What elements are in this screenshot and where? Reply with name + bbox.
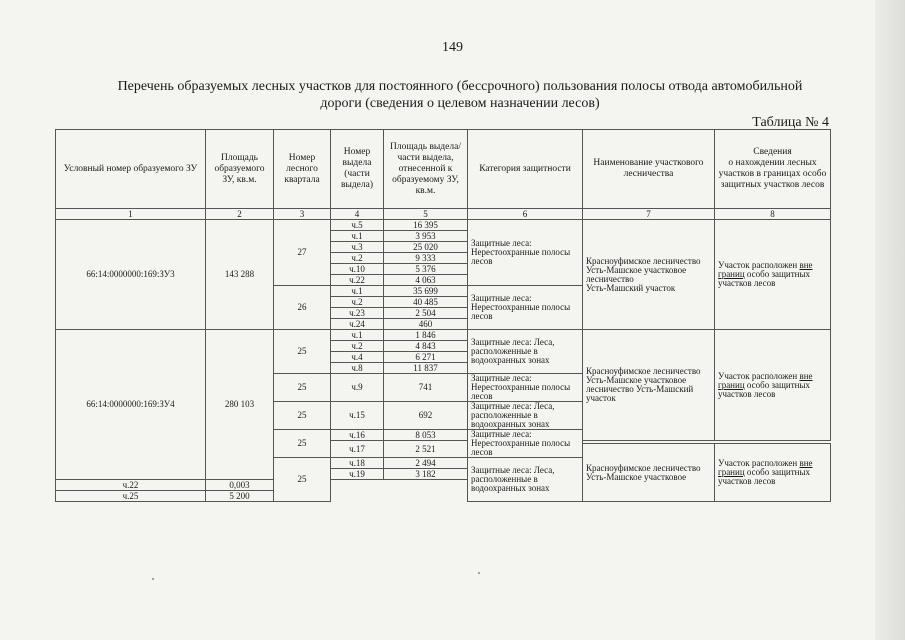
- zu4-category-d: Защитные леса: Нерестоохранные полосы лесов: [468, 430, 583, 458]
- zu4-quarter-b: 25: [274, 374, 331, 402]
- document-title: [70, 78, 850, 112]
- vydel-area: 2 504: [384, 308, 468, 319]
- header-oopt-line2: о нахождении лесных участков в границах особо защитных участков лесов: [718, 158, 827, 190]
- zu4-area: 280 103: [206, 330, 274, 480]
- header-vydel: Номер выдела (части выдела): [331, 130, 384, 209]
- vydel-area: 25 020: [384, 242, 468, 253]
- header-row: [56, 130, 831, 209]
- vydel-area: 1 846: [384, 330, 468, 341]
- col-number: 1: [56, 209, 206, 220]
- zu3-forestry-line1: Красноуфимское лесничество: [586, 255, 701, 266]
- zu3-id: 66:14:0000000:169:ЗУ3: [56, 220, 206, 330]
- zu4-oopt-post: особо защитных участков лесов: [718, 379, 811, 399]
- zu3-quarter-26: 26: [274, 286, 331, 330]
- header-quarter: Номер лесного квартала: [274, 130, 331, 209]
- zu4-forestry-e-line1: Красноуфимское лесничество: [586, 462, 701, 473]
- zu4-forestry: Красноуфимское лесничество Усть-Машское участковое лесничество Усть-Машский участок: [583, 330, 715, 441]
- vydel-number: ч.25: [56, 491, 206, 502]
- vydel-area: 2 521: [384, 441, 468, 458]
- zu4-forestry-e: [583, 444, 715, 502]
- header-zu-area: Площадь образуемого ЗУ, кв.м.: [206, 130, 274, 209]
- vydel-area: 2 494: [384, 458, 468, 469]
- header-vydel-area: Площадь выдела/части выдела, отнесенной к образуемому ЗУ, кв.м.: [384, 130, 468, 209]
- zu4-quarter-e: 25: [274, 458, 331, 502]
- scan-speck: [478, 572, 480, 574]
- zu4-oopt-e: [715, 444, 831, 502]
- vydel-area: 9 333: [384, 253, 468, 264]
- zu3-category-27: Защитные леса: Нерестоохранные полосы лесов: [468, 220, 583, 286]
- vydel-number: ч.16: [331, 430, 384, 441]
- vydel-number: ч.5: [331, 220, 384, 231]
- header-forestry: Наименование участкового лесничества: [583, 130, 715, 209]
- col-number: 6: [468, 209, 583, 220]
- vydel-area: 3 953: [384, 231, 468, 242]
- zu4-category-b: Защитные леса: Нерестоохранные полосы лесов: [468, 374, 583, 402]
- header-oopt: [715, 130, 831, 209]
- vydel-area: 40 485: [384, 297, 468, 308]
- zu4-quarter-d: 25: [274, 430, 331, 458]
- vydel-number: ч.17: [331, 441, 384, 458]
- vydel-number: ч.22: [56, 480, 206, 491]
- zu4-quarter-c: 25: [274, 402, 331, 430]
- vydel-number: ч.23: [331, 308, 384, 319]
- vydel-area: 35 699: [384, 286, 468, 297]
- forest-plots-table: [55, 129, 831, 502]
- vydel-number: ч.2: [331, 297, 384, 308]
- header-oopt-line1: Сведения: [753, 147, 792, 157]
- page-number: 149: [442, 40, 463, 55]
- zu4-forestry-e-line2: Усть-Машское участковое: [586, 471, 687, 482]
- vydel-area: 460: [384, 319, 468, 330]
- zu4-oopt: [715, 330, 831, 441]
- vydel-number: ч.3: [331, 242, 384, 253]
- col-number: 5: [384, 209, 468, 220]
- col-number: 4: [331, 209, 384, 220]
- zu4-id: 66:14:0000000:169:ЗУ4: [56, 330, 206, 480]
- title-line-1: Перечень образуемых лесных участков для постоянного (бессрочного) пользования полосы отвода автомобильной: [117, 79, 803, 94]
- vydel-area: 4 843: [384, 341, 468, 352]
- zu3-oopt: [715, 220, 831, 330]
- zu4-category-e: Защитные леса: Леса, расположенные в водоохранных зонах: [468, 458, 583, 502]
- title-line-2: дороги (сведения о целевом назначении лесов): [320, 96, 600, 111]
- zu3-forestry-line2: Усть-Машское участковое лесничество: [586, 264, 687, 284]
- vydel-number: ч.1: [331, 286, 384, 297]
- table-label: Таблица № 4: [752, 115, 829, 130]
- column-number-row: [56, 209, 831, 220]
- vydel-number: ч.4: [331, 352, 384, 363]
- vydel-number: ч.15: [331, 402, 384, 430]
- table-row: [56, 220, 831, 231]
- vydel-number: ч.2: [331, 341, 384, 352]
- zu3-oopt-post: особо защитных участков лесов: [718, 269, 811, 288]
- zu3-category-26: Защитные леса: Нерестоохранные полосы лесов: [468, 286, 583, 330]
- vydel-number: ч.19: [331, 469, 384, 480]
- vydel-area: 692: [384, 402, 468, 430]
- vydel-number: ч.2: [331, 253, 384, 264]
- vydel-area: 5 200: [206, 491, 274, 502]
- header-zu-number: Условный номер образуемого ЗУ: [56, 130, 206, 209]
- vydel-number: ч.24: [331, 319, 384, 330]
- zu3-quarter-27: 27: [274, 220, 331, 286]
- vydel-area: 0,003: [206, 480, 274, 491]
- zu4-oopt-underlined: вне границ: [718, 370, 813, 390]
- zu4-oopt-e-underlined: вне границ: [718, 458, 813, 477]
- page-edge-shadow: [875, 0, 905, 640]
- vydel-number: ч.22: [331, 275, 384, 286]
- table-row: [56, 330, 831, 341]
- col-number: 2: [206, 209, 274, 220]
- zu4-oopt-e-pre: Участок расположен: [718, 458, 798, 468]
- vydel-area: 11 837: [384, 363, 468, 374]
- zu3-oopt-underlined: вне границ: [718, 260, 813, 279]
- vydel-area: 4 063: [384, 275, 468, 286]
- vydel-number: ч.10: [331, 264, 384, 275]
- zu4-category-a: Защитные леса: Леса, расположенные в водоохранных зонах: [468, 330, 583, 374]
- vydel-number: ч.9: [331, 374, 384, 402]
- col-number: 7: [583, 209, 715, 220]
- vydel-number: ч.1: [331, 231, 384, 242]
- col-number: 3: [274, 209, 331, 220]
- vydel-number: ч.8: [331, 363, 384, 374]
- vydel-area: 3 182: [384, 469, 468, 480]
- zu4-oopt-e-post: особо защитных участков лесов: [718, 467, 811, 486]
- zu3-area: 143 288: [206, 220, 274, 330]
- zu4-category-c: Защитные леса: Леса, расположенные в водоохранных зонах: [468, 402, 583, 430]
- zu4-quarter-a: 25: [274, 330, 331, 374]
- vydel-area: 16 395: [384, 220, 468, 231]
- vydel-area: 741: [384, 374, 468, 402]
- vydel-area: 8 053: [384, 430, 468, 441]
- vydel-number: ч.18: [331, 458, 384, 469]
- header-category: Категория защитности: [468, 130, 583, 209]
- vydel-number: ч.1: [331, 330, 384, 341]
- col-number: 8: [715, 209, 831, 220]
- zu3-forestry: [583, 220, 715, 330]
- zu3-oopt-pre: Участок расположен: [718, 260, 798, 270]
- zu4-oopt-pre: Участок расположен: [718, 370, 798, 381]
- zu3-forestry-line3: Усть-Машский участок: [586, 282, 676, 293]
- vydel-area: 6 271: [384, 352, 468, 363]
- scan-speck: [152, 578, 154, 580]
- vydel-area: 5 376: [384, 264, 468, 275]
